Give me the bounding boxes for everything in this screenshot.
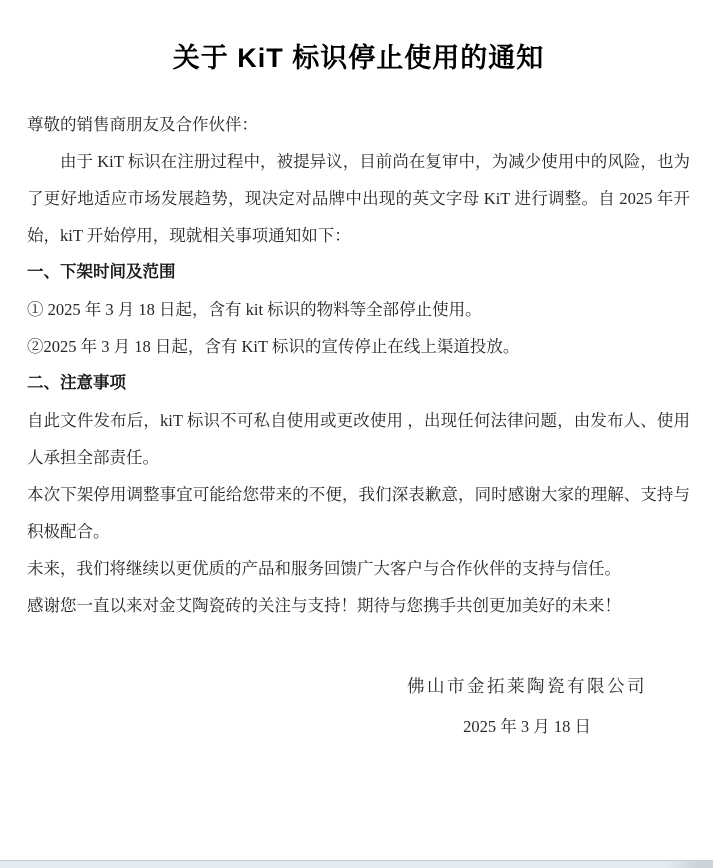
greeting-line: 尊敬的销售商朋友及合作伙伴： <box>27 115 258 134</box>
document-title: 关于 KiT 标识停止使用的通知 <box>172 43 545 73</box>
section-2-paragraph-1: 自此文件发布后，kiT 标识不可私自使用或更改使用 ，出现任何法律问题，由发布人、使用人承担全部责任。 <box>27 411 690 467</box>
section-2-paragraph-2: 本次下架停用调整事宜可能给您带来的不便，我们深表歉意，同时感谢大家的理解、支持与积极配合。 <box>27 485 690 541</box>
taskbar-edge-smudge <box>665 861 713 868</box>
section-1-item-2: ②2025 年 3 月 18 日起，含有 KiT 标识的宣传停止在线上渠道投放。 <box>27 337 520 356</box>
signature-company: 佛山市金拓莱陶瓷有限公司 <box>407 676 647 696</box>
section-2-paragraph-3: 未来，我们将继续以更优质的产品和服务回馈广大客户与合作伙伴的支持与信任。 <box>27 559 621 578</box>
intro-paragraph: 由于 KiT 标识在注册过程中，被提异议，目前尚在复审中，为减少使用中的风险，也为了更好地适应市场发展趋势，现决定对品牌中出现的英文字母 KiT 进行调整。自 2025 年开始，kiT 开始停用，现就相关事项通知如下： <box>27 152 690 245</box>
section-1-heading: 一、下架时间及范围 <box>27 263 176 281</box>
taskbar-edge <box>0 860 713 868</box>
signature-date: 2025 年 3 月 18 日 <box>463 717 591 736</box>
section-2-paragraph-4: 感谢您一直以来对金艾陶瓷砖的关注与支持！期待与您携手共创更加美好的未来！ <box>27 596 621 615</box>
section-1-item-1: ① 2025 年 3 月 18 日起，含有 kit 标识的物料等全部停止使用。 <box>27 300 482 319</box>
signature-block <box>407 672 647 741</box>
section-2-heading: 二、注意事项 <box>27 374 126 392</box>
